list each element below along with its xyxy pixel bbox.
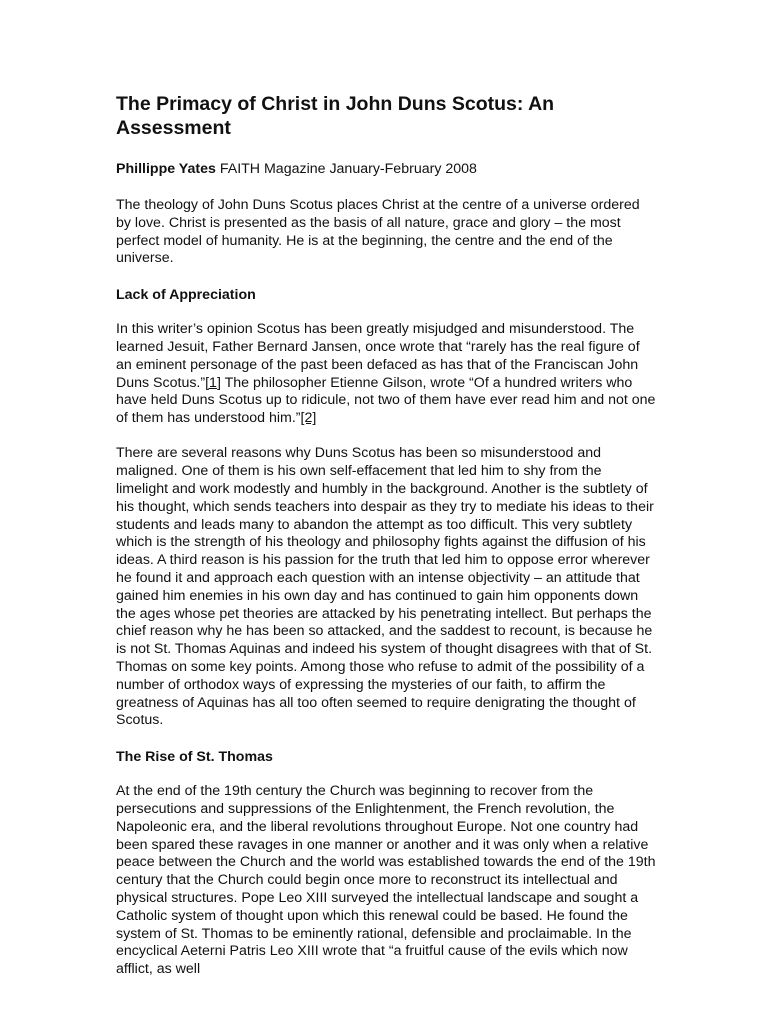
document-page <box>116 92 656 996</box>
intro-paragraph: The theology of John Duns Scotus places Christ at the centre of a universe ordered by love. Christ is presented as the basis of all nature, grace and glory – the most perfect model of humanity. He is at the beginning, the centre and the end of the universe. <box>116 197 640 267</box>
byline <box>116 160 656 178</box>
paragraph <box>116 321 656 428</box>
paragraph-text: The philosopher Etienne Gilson, wrote “Of a hundred writers who have held Duns Scotus up to ridicule, not two of them have ever read him and not one of them has understood him.” <box>116 374 656 427</box>
footnote-link-2[interactable]: [2] <box>300 410 317 427</box>
document-title: The Primacy of Christ in John Duns Scotus: An Assessment <box>116 93 555 139</box>
paragraph: At the end of the 19th century the Church was beginning to recover from the persecutions and suppressions of the Enlightenment, the French revolution, the Napoleonic era, and the liberal revolutions throughout Europe. Not one country had been spared these ravages in one manner or another and it was only when a relative peace between the Church and the world was established towards the end of the 19th century that the Church could begin once more to reconstruct its intellectual and physical structures. Pope Leo XIII surveyed the intellectual landscape and sought a Catholic system of thought upon which this renewal could be based. He found the system of St. Thomas to be eminently rational, defensible and proclaimable. In the encyclical Aeterni Patris Leo XIII wrote that “a fruitful cause of the evils which now afflict, as well <box>116 783 656 978</box>
section-heading-lack-of-appreciation: Lack of Appreciation <box>116 286 256 303</box>
author-name: Phillippe Yates <box>116 161 216 177</box>
paragraph-text: In this writer’s opinion Scotus has been greatly misjudged and misunderstood. The learned Jesuit, Father Bernard Jansen, once wrote that “rarely has the real figure of an eminent personage of the past been defaced as has that of the Franciscan John Duns Scotus.” <box>116 321 640 391</box>
footnote-link-1[interactable]: [1] <box>205 374 221 391</box>
paragraph: There are several reasons why Duns Scotus has been so misunderstood and maligned. One of them is his own self-effacement that led him to shy from the limelight and work modestly and humbly in the background. Another is the subtlety of his thought, which sends teachers into despair as they try to mediate his ideas to their students and leads many to abandon the attempt as too difficult. This very subtlety which is the strength of his theology and philosophy fights against the diffusion of his ideas. A third reason is his passion for the truth that led him to oppose error wherever he found it and approach each question with an intense objectivity – an attitude that gained him enemies in his own day and has continued to gain him opponents down the ages whose pet theories are attacked by his penetrating intellect. But perhaps the chief reason why he has been so attacked, and the saddest to recount, is because he is not St. Thomas Aquinas and indeed his system of thought disagrees with that of St. Thomas on some key points. Among those who refuse to admit of the possibility of a number of orthodox ways of expressing the mysteries of our faith, to affirm the greatness of Aquinas has all too often seemed to require denigrating the thought of Scotus. <box>116 445 654 729</box>
source-publication: FAITH Magazine January-February 2008 <box>219 161 477 177</box>
section-heading-rise-of-st-thomas: The Rise of St. Thomas <box>116 748 273 765</box>
